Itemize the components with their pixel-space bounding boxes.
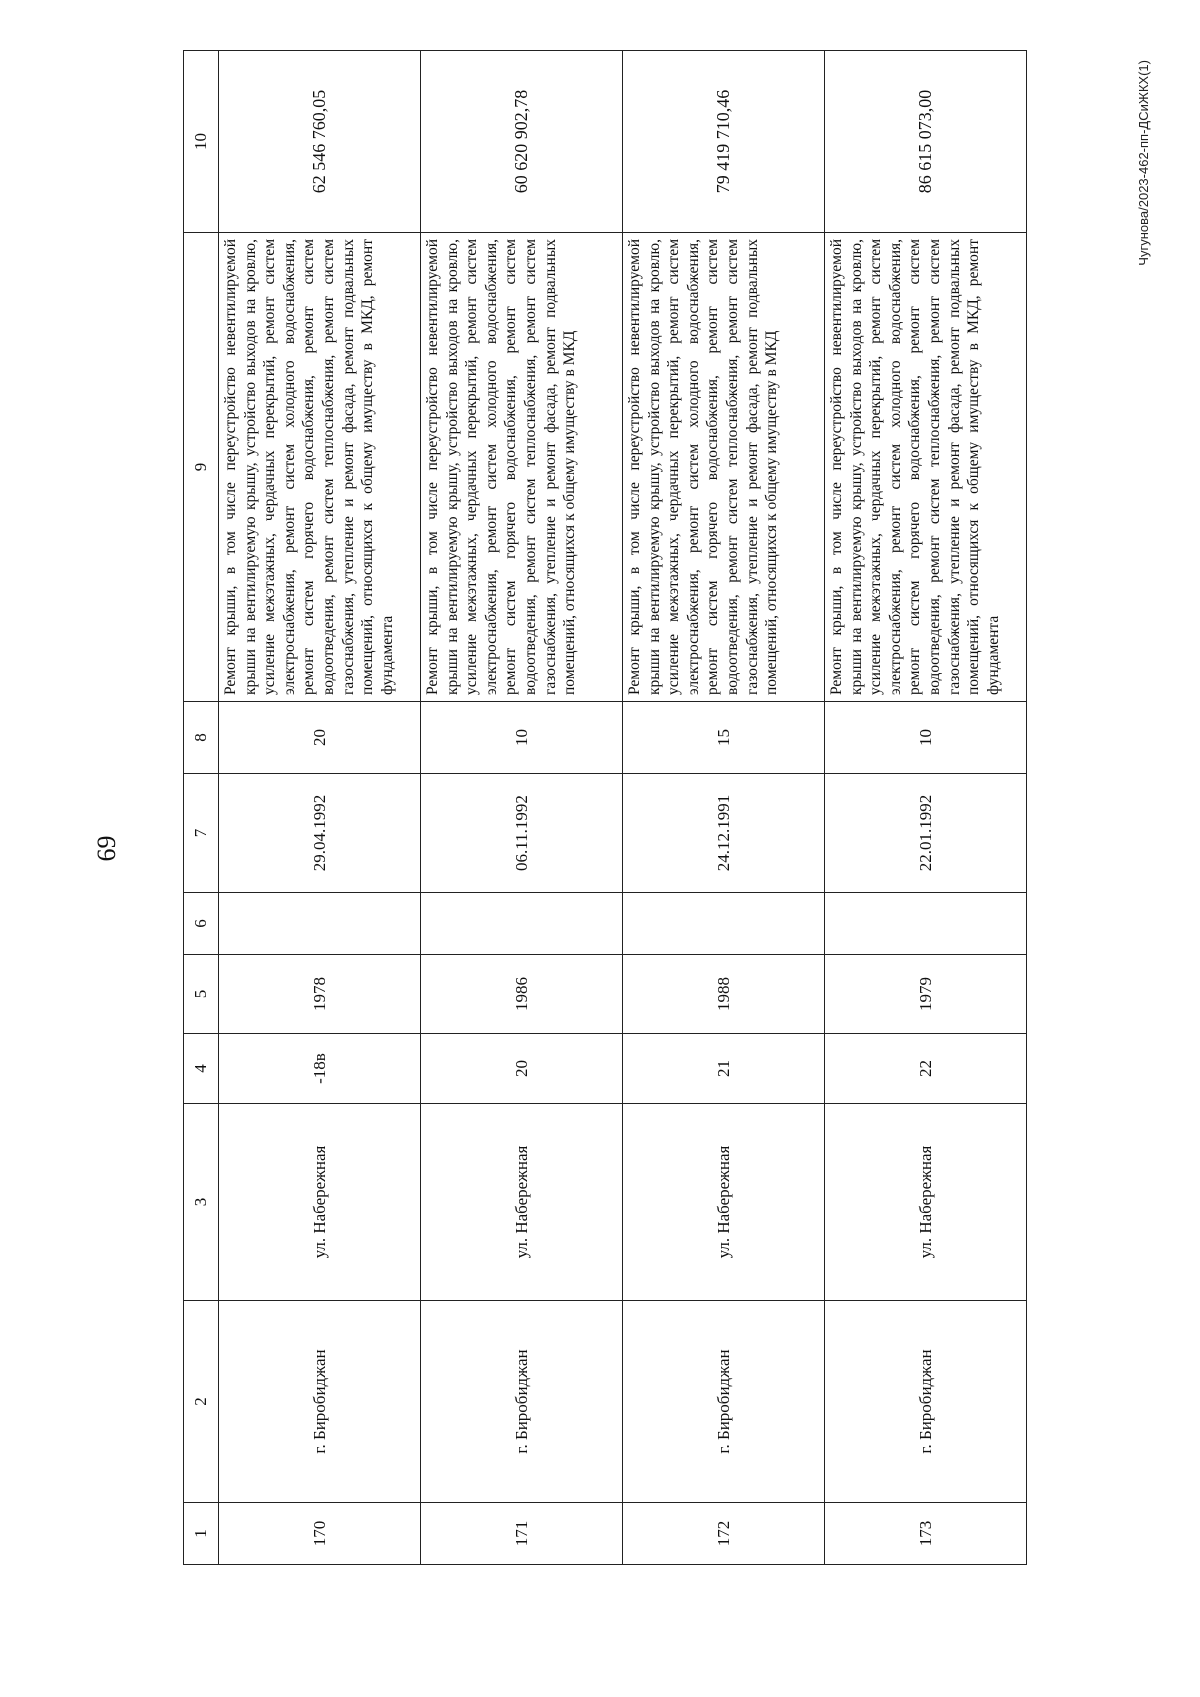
amount-cell: 62 546 760,05	[219, 51, 421, 233]
row-number: 170	[219, 1503, 421, 1565]
page-number: 69	[92, 835, 121, 862]
header-cell: 10	[184, 51, 219, 233]
document-footer-code: Чугунова/2023-462-пп-ДСиЖКХ(1)	[1136, 60, 1151, 266]
works-cell: Ремонт крыши, в том числе переустройство невентилируемой крыши на вентилируемую крышу, устройство выходов на кровлю, усиление межэтажных, чердачных перекрытий, ремонт систем электроснабжения, ремонт систем холодного водоснабжения, ремонт систем горячего водоснабжения, ремонт систем водоотведения, ремонт систем теплоснабжения, ремонт систем газоснабжения, утепление и ремонт фасада, ремонт подвальных помещений, относящихся к общему имуществу в МКД	[421, 233, 623, 702]
col8-cell: 20	[219, 702, 421, 774]
house-cell: 20	[421, 1034, 623, 1104]
date-cell: 22.01.1992	[825, 774, 1027, 893]
city-cell: г. Биробиджан	[219, 1301, 421, 1503]
city-cell: г. Биробиджан	[421, 1301, 623, 1503]
header-cell: 2	[184, 1301, 219, 1503]
col6-cell	[825, 893, 1027, 955]
date-cell: 24.12.1991	[623, 774, 825, 893]
year-cell: 1988	[623, 955, 825, 1034]
date-cell: 06.11.1992	[421, 774, 623, 893]
year-cell: 1979	[825, 955, 1027, 1034]
row-number: 173	[825, 1503, 1027, 1565]
house-cell: 22	[825, 1034, 1027, 1104]
amount-cell: 86 615 073,00	[825, 51, 1027, 233]
col8-cell: 10	[825, 702, 1027, 774]
year-cell: 1978	[219, 955, 421, 1034]
works-cell: Ремонт крыши, в том числе переустройство невентилируемой крыши на вентилируемую крышу, устройство выходов на кровлю, усиление межэтажных, чердачных перекрытий, ремонт систем электроснабжения, ремонт систем холодного водоснабжения, ремонт систем горячего водоснабжения, ремонт систем водоотведения, ремонт систем теплоснабжения, ремонт систем газоснабжения, утепление и ремонт фасада, ремонт подвальных помещений, относящихся к общему имуществу в МКД, ремонт фундамента	[825, 233, 1027, 702]
street-cell: ул. Набережная	[825, 1104, 1027, 1301]
works-cell: Ремонт крыши, в том числе переустройство невентилируемой крыши на вентилируемую крышу, устройство выходов на кровлю, усиление межэтажных, чердачных перекрытий, ремонт систем электроснабжения, ремонт систем холодного водоснабжения, ремонт систем горячего водоснабжения, ремонт систем водоотведения, ремонт систем теплоснабжения, ремонт систем газоснабжения, утепление и ремонт фасада, ремонт подвальных помещений, относящихся к общему имуществу в МКД	[623, 233, 825, 702]
header-cell: 9	[184, 233, 219, 702]
row-number: 171	[421, 1503, 623, 1565]
street-cell: ул. Набережная	[623, 1104, 825, 1301]
header-cell: 6	[184, 893, 219, 955]
row-number: 172	[623, 1503, 825, 1565]
header-cell: 1	[184, 1503, 219, 1565]
table-row	[421, 51, 623, 1565]
table-row	[219, 51, 421, 1565]
house-cell: 21	[623, 1034, 825, 1104]
header-cell: 4	[184, 1034, 219, 1104]
city-cell: г. Биробиджан	[623, 1301, 825, 1503]
header-cell: 3	[184, 1104, 219, 1301]
col6-cell	[219, 893, 421, 955]
col6-cell	[421, 893, 623, 955]
amount-cell: 79 419 710,46	[623, 51, 825, 233]
col8-cell: 15	[623, 702, 825, 774]
street-cell: ул. Набережная	[421, 1104, 623, 1301]
header-row	[184, 51, 219, 1565]
repair-program-table	[183, 50, 1027, 1565]
table-row	[623, 51, 825, 1565]
header-cell: 7	[184, 774, 219, 893]
house-cell: -18в	[219, 1034, 421, 1104]
works-cell: Ремонт крыши, в том числе переустройство невентилируемой крыши на вентилируемую крышу, устройство выходов на кровлю, усиление межэтажных, чердачных перекрытий, ремонт систем электроснабжения, ремонт систем холодного водоснабжения, ремонт систем горячего водоснабжения, ремонт систем водоотведения, ремонт систем теплоснабжения, ремонт систем газоснабжения, утепление и ремонт фасада, ремонт подвальных помещений, относящихся к общему имуществу в МКД, ремонт фундамента	[219, 233, 421, 702]
date-cell: 29.04.1992	[219, 774, 421, 893]
city-cell: г. Биробиджан	[825, 1301, 1027, 1503]
col8-cell: 10	[421, 702, 623, 774]
street-cell: ул. Набережная	[219, 1104, 421, 1301]
header-cell: 5	[184, 955, 219, 1034]
header-cell: 8	[184, 702, 219, 774]
year-cell: 1986	[421, 955, 623, 1034]
col6-cell	[623, 893, 825, 955]
amount-cell: 60 620 902,78	[421, 51, 623, 233]
table-row	[825, 51, 1027, 1565]
